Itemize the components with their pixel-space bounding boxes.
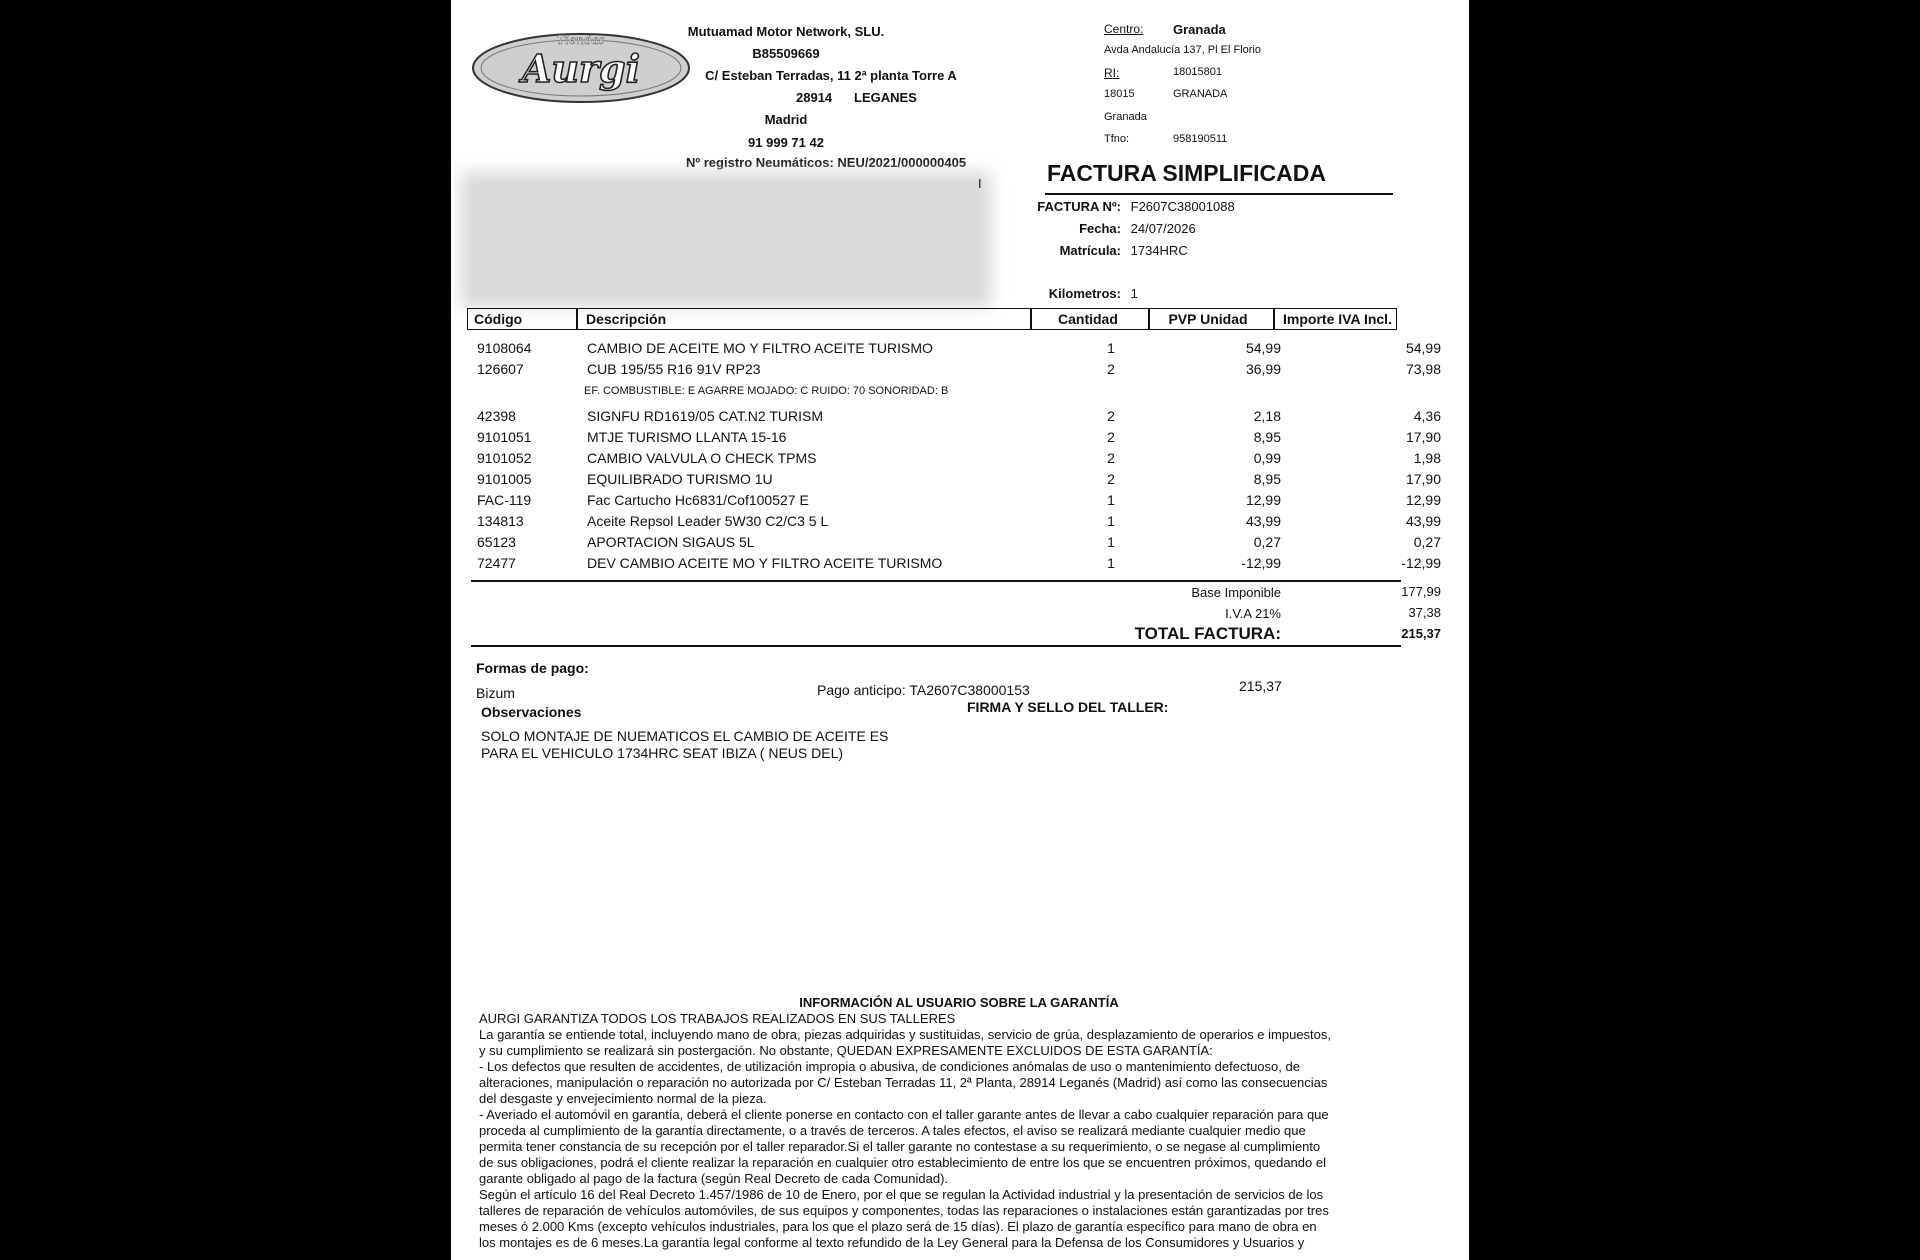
- table-row: 9101052 CAMBIO VALVULA O CHECK TPMS 2 0,99 1,98: [477, 450, 1441, 466]
- warranty-line: meses ó 2.000 Kms (excepto vehículos industriales, para los que el plazo será de 15 días). El plazo de garantía específico para mano de obra en: [479, 1219, 1317, 1234]
- svg-text:Tiendas: Tiendas: [557, 33, 605, 47]
- center-postal: 18015: [1104, 88, 1135, 100]
- warranty-line: La garantía se entiende total, incluyendo mano de obra, piezas adquiridas y sustituidas, servicio de grúa, desplazamiento de operarios e impuestos,: [479, 1027, 1332, 1042]
- warranty-info: [479, 995, 1439, 1251]
- warranty-line: permita tener constancia de su recepción por el taller reparador.Si el taller garante no contestase a su requerimiento, o se negase al cumplimiento: [479, 1139, 1321, 1154]
- iva-label: I.V.A 21%: [1225, 606, 1281, 621]
- warranty-line: talleres de reparación de vehículos automóviles, de sus equipos y componentes, todas las reparaciones o instalaciones están garantizadas por tres: [479, 1203, 1329, 1218]
- totals-bottom-rule: [471, 645, 1401, 647]
- payment-amount: 215,37: [1239, 678, 1282, 694]
- company-city: LEGANES: [854, 90, 917, 105]
- warranty-line: y su cumplimiento se realizará sin postergación. No obstante, QUEDAN EXPRESAMENTE EXCLUIDOS DE ESTA GARANTÍA:: [479, 1043, 1213, 1058]
- invoice-date: 24/07/2026: [1130, 221, 1196, 236]
- tyre-registry: Nº registro Neumáticos: NEU/2021/000000405: [686, 155, 967, 170]
- header-qty: Cantidad: [1058, 311, 1118, 327]
- warranty-line: los montajes es de 6 meses.La garantía legal conforme al texto refundido de la Ley General para la Defensa de los Consumidores y Usuarios y: [479, 1235, 1305, 1250]
- title-rule: [1045, 193, 1393, 195]
- company-cif: B85509669: [752, 46, 820, 61]
- payment-advance: Pago anticipo: TA2607C38000153: [817, 682, 1030, 698]
- table-row: 126607 CUB 195/55 R16 91V RP23 2 36,99 73,98: [477, 361, 1441, 377]
- table-row: 65123 APORTACION SIGAUS 5L 1 0,27 0,27: [477, 534, 1441, 550]
- header-imp: Importe IVA Incl.: [1283, 311, 1392, 327]
- warranty-line: alteraciones, manipulación o reparación no autorizada por C/ Esteban Terradas 11, 2ª Planta, 28914 Leganés (Madrid) así como las consecuencias: [479, 1075, 1328, 1090]
- iva-value: 37,38: [1408, 605, 1441, 620]
- observations-line-2: PARA EL VEHICULO 1734HRC SEAT IBIZA ( NEUS DEL): [481, 745, 844, 761]
- table-row: 72477 DEV CAMBIO ACEITE MO Y FILTRO ACEITE TURISMO 1 -12,99 -12,99: [477, 555, 1441, 571]
- invoice-number: F2607C38001088: [1130, 199, 1235, 214]
- warranty-line: - Los defectos que resulten de accidentes, de utilización impropia o abusiva, de condiciones anómalas de uso o mantenimiento defectuoso, de: [479, 1059, 1300, 1074]
- invoice-date-label: Fecha:: [1079, 221, 1121, 236]
- items-table-header: [467, 308, 1397, 330]
- table-row: 9101051 MTJE TURISMO LLANTA 15-16 2 8,95 17,90: [477, 429, 1441, 445]
- header-pvp: PVP Unidad: [1168, 311, 1248, 327]
- base-value: 177,99: [1401, 584, 1441, 599]
- invoice-title: FACTURA SIMPLIFICADA: [1047, 160, 1326, 186]
- observations-line-1: SOLO MONTAJE DE NUEMATICOS EL CAMBIO DE ACEITE ES: [481, 728, 889, 744]
- total-label: TOTAL FACTURA:: [1134, 624, 1281, 643]
- table-row: 42398 SIGNFU RD1619/05 CAT.N2 TURISM 2 2,18 4,36: [477, 408, 1441, 424]
- company-address: C/ Esteban Terradas, 11 2ª planta Torre A: [705, 68, 957, 83]
- company-phone: 91 999 71 42: [748, 135, 824, 150]
- table-row: 9108064 CAMBIO DE ACEITE MO Y FILTRO ACEITE TURISMO 1 54,99 54,99: [477, 340, 1441, 356]
- redacted-customer-data: [461, 172, 991, 307]
- total-value: 215,37: [1401, 626, 1441, 641]
- invoice-page: Tiendas Aurgi Mutuamad Motor Network, SLU. B85509669 C/ Esteban Terradas, 11 2ª planta Torre A 28914 LEGANES Madrid 91 999 71 42 Nº registro Neumáticos: NEU/2021/000000405 Centro: Granada Avda Andalucía 137, Pl El Florio RI: 18015801 18015 GRANADA Granada Tfno: 958190511 I FACTURA SIMPLIFICADA FACTURA Nº: F2607C38001088 Fecha: 24/07/2026 Matrícula: 1734HRC Kilometros: 1 Código Descripción Cantidad PVP Unidad Importe IVA Incl. 9108064 CAMBIO DE ACEITE MO Y FILTRO ACEITE TURISMO 1 54,99 54,99 126607 CUB 195/55 R16 91V RP23 2 36,99 73,98 EF. COMBUSTIBLE: E AGARRE MOJADO: C RUIDO: 70 SONORIDAD: B 42398 SIGNFU RD1619/05 CAT.N2 TURISM 2 2,18 4,36 9101051 MTJE TURISMO LLANTA 15-16 2 8,95 17,90 9101052 CAMBIO VALVULA O CHECK TPMS 2 0,99 1,98 9101005 EQUILIBRADO TURISMO 1U 2 8,95 17,90 FAC-119 Fac Cartucho Hc6831/Cof100527 E 1 12,99 12,99 134813 Aceite Repsol Leader 5W30 C2/C3 5 L 1 43,99 43,99 65123 APORTACION SIGAUS 5L 1 0,27 0,27 72477 DEV CAMBIO ACEITE MO Y FILTRO ACEITE TURISMO 1 -12,99 -12,99 Base Imponible 177,99 I.V.A 21% 37,38 TOTAL FACTURA: 215,37 Formas de pago: Bizum Pago anticipo: TA2607C38000153 215,37 FIRMA Y SELLO DEL TALLER: Observaciones SOLO MONTAJE DE NUEMATICOS EL CAMBIO DE ACEITE ES PARA EL VEHICULO 1734HRC SEAT IBIZA ( NEUS DEL) INFORMACIÓN AL USUARIO SOBRE LA GARANTÍA AURGI GARANTIZA TODOS LOS TRABAJOS REALIZADOS EN SUS TALLERES La garantía se entiende total, incluyendo mano de obra, piezas adquiridas y sustituidas, servicio de grúa, desplazamiento de operarios e impuestos, y su cumplimiento se realizará sin postergación. No obstante, QUEDAN EXPRESAMENTE EXCLUIDOS DE ESTA GARANTÍA: - Los defectos que resulten de accidentes, de utilización impropia o abusiva, de condiciones anómalas de uso o mantenimiento defectuoso, de alteraciones, manipulación o reparación no autorizada por C/ Esteban Terradas 11, 2ª Planta, 28914 Leganés (Madrid) así como las consecuencias del desgaste y envejecimiento normal de la pieza. - Averiado el automóvil en garantía, deberá el cliente ponerse en contacto con el taller garante antes de llevar a cabo cualquier reparación para que proceda al cumplimiento de la garantía directamente, o a través de terceros. A tales efectos, el aviso se realizará mediante cualquier medio que permita tener constancia de su recepción por el taller reparador.Si el taller garante no contestase a su requerimiento, o se negase al cumplimiento de sus obligaciones, podrá el cliente realizar la reparación en cualquier otro establecimiento de entre los que se encuentren próximos, quedando el garante obligado al pago de la factura (según Real Decreto de cada Comunidad). Según el artículo 16 del Real Decreto 1.457/1986 de 10 de Enero, por el que se regulan la Actividad industrial y la presentación de servicios de los talleres de reparación de vehículos automóviles, de sus equipos y componentes, todas las reparaciones o instalaciones están garantizadas por tres meses ó 2.000 Kms (excepto vehículos industriales, para los que el plazo será de 15 días). El plazo de garantía específico para mano de obra en los montajes es de 6 meses.La garantía legal conforme al texto refundido de la Ley General para la Defensa de los Consumidores y Usuarios y: [451, 0, 1469, 1260]
- center-name: Granada: [1173, 22, 1226, 37]
- tyre-label-note: EF. COMBUSTIBLE: E AGARRE MOJADO: C RUIDO: 70 SONORIDAD: B: [584, 385, 949, 397]
- company-province: Madrid: [764, 112, 808, 127]
- table-bottom-rule: [471, 580, 1401, 582]
- km-label: Kilometros:: [1048, 286, 1121, 301]
- invoice-number-label: FACTURA Nº:: [1037, 199, 1121, 214]
- company-postal: 28914: [796, 90, 833, 105]
- center-phone: 958190511: [1173, 133, 1228, 145]
- warranty-line: AURGI GARANTIZA TODOS LOS TRABAJOS REALIZADOS EN SUS TALLERES: [479, 1011, 956, 1026]
- header-code: Código: [474, 311, 523, 327]
- center-label: Centro:: [1104, 22, 1144, 36]
- signature-label: FIRMA Y SELLO DEL TALLER:: [967, 699, 1169, 715]
- ri-value: 18015801: [1173, 66, 1222, 78]
- warranty-line: proceda al cumplimiento de la garantía directamente, o a través de terceros. A tales efectos, el aviso se realizará mediante cualquier medio que: [479, 1123, 1306, 1138]
- warranty-line: - Averiado el automóvil en garantía, deberá el cliente ponerse en contacto con el taller garante antes de llevar a cabo cualquier reparación para que: [479, 1107, 1329, 1122]
- table-row: FAC-119 Fac Cartucho Hc6831/Cof100527 E 1 12,99 12,99: [477, 492, 1441, 508]
- payment-title: Formas de pago:: [476, 660, 589, 676]
- header-desc: Descripción: [586, 311, 667, 327]
- center-address: Avda Andalucía 137, Pl El Florio: [1104, 44, 1261, 56]
- payment-method: Bizum: [476, 685, 515, 701]
- warranty-line: Según el artículo 16 del Real Decreto 1.457/1986 de 10 de Enero, por el que se regulan la Actividad industrial y la presentación de servicios de los: [479, 1187, 1324, 1202]
- svg-text:Aurgi: Aurgi: [521, 46, 641, 91]
- center-phone-label: Tfno:: [1104, 133, 1130, 145]
- plate-label: Matrícula:: [1059, 243, 1121, 258]
- warranty-line: de sus obligaciones, podrá el cliente realizar la reparación en cualquier otro establecimiento de entre los que se encuentren próximos, quedando el: [479, 1155, 1326, 1170]
- warranty-line: del desgaste y envejecimiento normal de la pieza.: [479, 1091, 767, 1106]
- base-label: Base Imponible: [1191, 585, 1281, 600]
- center-province: Granada: [1104, 111, 1147, 123]
- observations-title: Observaciones: [481, 704, 582, 720]
- warranty-title: INFORMACIÓN AL USUARIO SOBRE LA GARANTÍA: [799, 995, 1119, 1010]
- table-row: 9101005 EQUILIBRADO TURISMO 1U 2 8,95 17,90: [477, 471, 1441, 487]
- plate-value: 1734HRC: [1130, 243, 1188, 258]
- warranty-line: garante obligado al pago de la factura (según Real Decreto de cada Comunidad).: [479, 1171, 949, 1186]
- center-city: GRANADA: [1173, 88, 1228, 100]
- company-name: Mutuamad Motor Network, SLU.: [687, 24, 885, 39]
- km-value: 1: [1130, 286, 1138, 301]
- ri-label: RI:: [1104, 66, 1120, 80]
- table-row: 134813 Aceite Repsol Leader 5W30 C2/C3 5 L 1 43,99 43,99: [477, 513, 1441, 529]
